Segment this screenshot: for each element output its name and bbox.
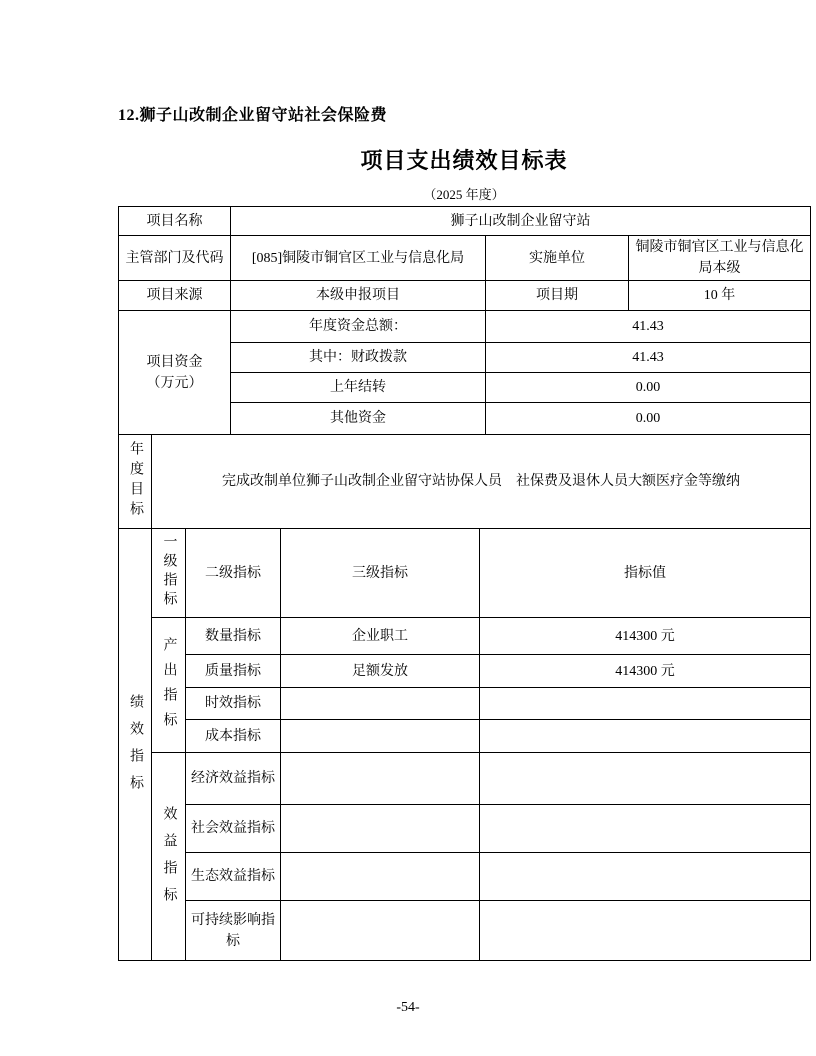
level2-cell: 生态效益指标 xyxy=(186,853,281,901)
carryover-label: 上年结转 xyxy=(231,373,486,403)
annual-goal-text: 完成改制单位狮子山改制企业留守站协保人员 社保费及退休人员大额医疗金等缴纳 xyxy=(152,435,811,529)
level3-header: 三级指标 xyxy=(281,529,480,618)
value-header: 指标值 xyxy=(480,529,811,618)
info-table xyxy=(118,206,811,311)
indicator-row xyxy=(119,688,811,720)
level2-header: 二级指标 xyxy=(186,529,281,618)
value-cell xyxy=(480,720,811,753)
other-funds-label: 其他资金 xyxy=(231,403,486,435)
funding-table xyxy=(118,310,811,435)
annual-goal-label-text: 年度目标 xyxy=(128,441,143,521)
impl-unit-label: 实施单位 xyxy=(486,236,629,281)
level3-cell xyxy=(281,720,480,753)
level2-cell: 成本指标 xyxy=(186,720,281,753)
other-funds-value: 0.00 xyxy=(486,403,811,435)
indicator-row xyxy=(119,720,811,753)
level1-header xyxy=(152,529,186,618)
project-name-label: 项目名称 xyxy=(119,207,231,236)
indicators-group-label-text: 绩效指标 xyxy=(128,693,143,802)
indicator-row xyxy=(119,753,811,805)
value-cell xyxy=(480,853,811,901)
page-number: -54- xyxy=(396,1000,420,1015)
annual-goal-label xyxy=(119,435,152,529)
level2-cell: 质量指标 xyxy=(186,655,281,688)
indicator-row xyxy=(119,901,811,961)
annual-goal-table xyxy=(118,434,811,529)
level3-cell xyxy=(281,753,480,805)
funding-group-label xyxy=(119,311,231,435)
level3-cell xyxy=(281,853,480,901)
dept-value: [085]铜陵市铜官区工业与信息化局 xyxy=(231,236,486,281)
indicators-group-label xyxy=(119,529,152,961)
level2-cell: 数量指标 xyxy=(186,618,281,655)
table-row xyxy=(119,435,811,529)
value-cell: 414300 元 xyxy=(480,655,811,688)
funding-group-label-line1: 项目资金 xyxy=(146,354,203,370)
level1-header-text: 一级指标 xyxy=(161,534,177,610)
annual-total-label: 年度资金总额： xyxy=(231,311,486,343)
fiscal-grant-value: 41.43 xyxy=(486,343,811,373)
page-title: 项目支出绩效目标表 xyxy=(360,148,568,173)
benefit-group-label-text: 效益指标 xyxy=(161,805,177,914)
value-cell xyxy=(480,688,811,720)
level3-cell xyxy=(281,901,480,961)
value-cell: 414300 元 xyxy=(480,618,811,655)
table-row xyxy=(119,311,811,343)
impl-unit-value: 铜陵市铜官区工业与信息化局本级 xyxy=(629,236,811,281)
performance-target-table xyxy=(118,206,810,961)
indicator-row xyxy=(119,655,811,688)
annual-total-value: 41.43 xyxy=(486,311,811,343)
project-name-value: 狮子山改制企业留守站 xyxy=(231,207,811,236)
table-row xyxy=(119,236,811,281)
value-cell xyxy=(480,901,811,961)
level2-cell: 可持续影响指标 xyxy=(186,901,281,961)
indicator-row xyxy=(119,805,811,853)
level2-cell: 社会效益指标 xyxy=(186,805,281,853)
benefit-group-label xyxy=(152,753,186,961)
carryover-value: 0.00 xyxy=(486,373,811,403)
section-heading: 12.狮子山改制企业留守站社会保险费 xyxy=(118,107,388,124)
value-cell xyxy=(480,805,811,853)
value-cell xyxy=(480,753,811,805)
indicator-row xyxy=(119,853,811,901)
fiscal-grant-label: 其中：财政拨款 xyxy=(231,343,486,373)
output-group-label xyxy=(152,618,186,753)
level2-cell: 经济效益指标 xyxy=(186,753,281,805)
level3-cell xyxy=(281,688,480,720)
indicator-header-row xyxy=(119,529,811,618)
page-subtitle: （2025 年度） xyxy=(423,187,505,202)
indicator-row xyxy=(119,618,811,655)
dept-label: 主管部门及代码 xyxy=(119,236,231,281)
period-label: 项目期 xyxy=(486,281,629,311)
funding-group-label-line2: （万元） xyxy=(146,375,203,391)
source-label: 项目来源 xyxy=(119,281,231,311)
source-value: 本级申报项目 xyxy=(231,281,486,311)
level3-cell: 足额发放 xyxy=(281,655,480,688)
table-row xyxy=(119,207,811,236)
level3-cell: 企业职工 xyxy=(281,618,480,655)
level3-cell xyxy=(281,805,480,853)
period-value: 10 年 xyxy=(629,281,811,311)
output-group-label-text: 产出指标 xyxy=(161,637,177,737)
table-row xyxy=(119,281,811,311)
indicators-table xyxy=(118,528,811,961)
level2-cell: 时效指标 xyxy=(186,688,281,720)
